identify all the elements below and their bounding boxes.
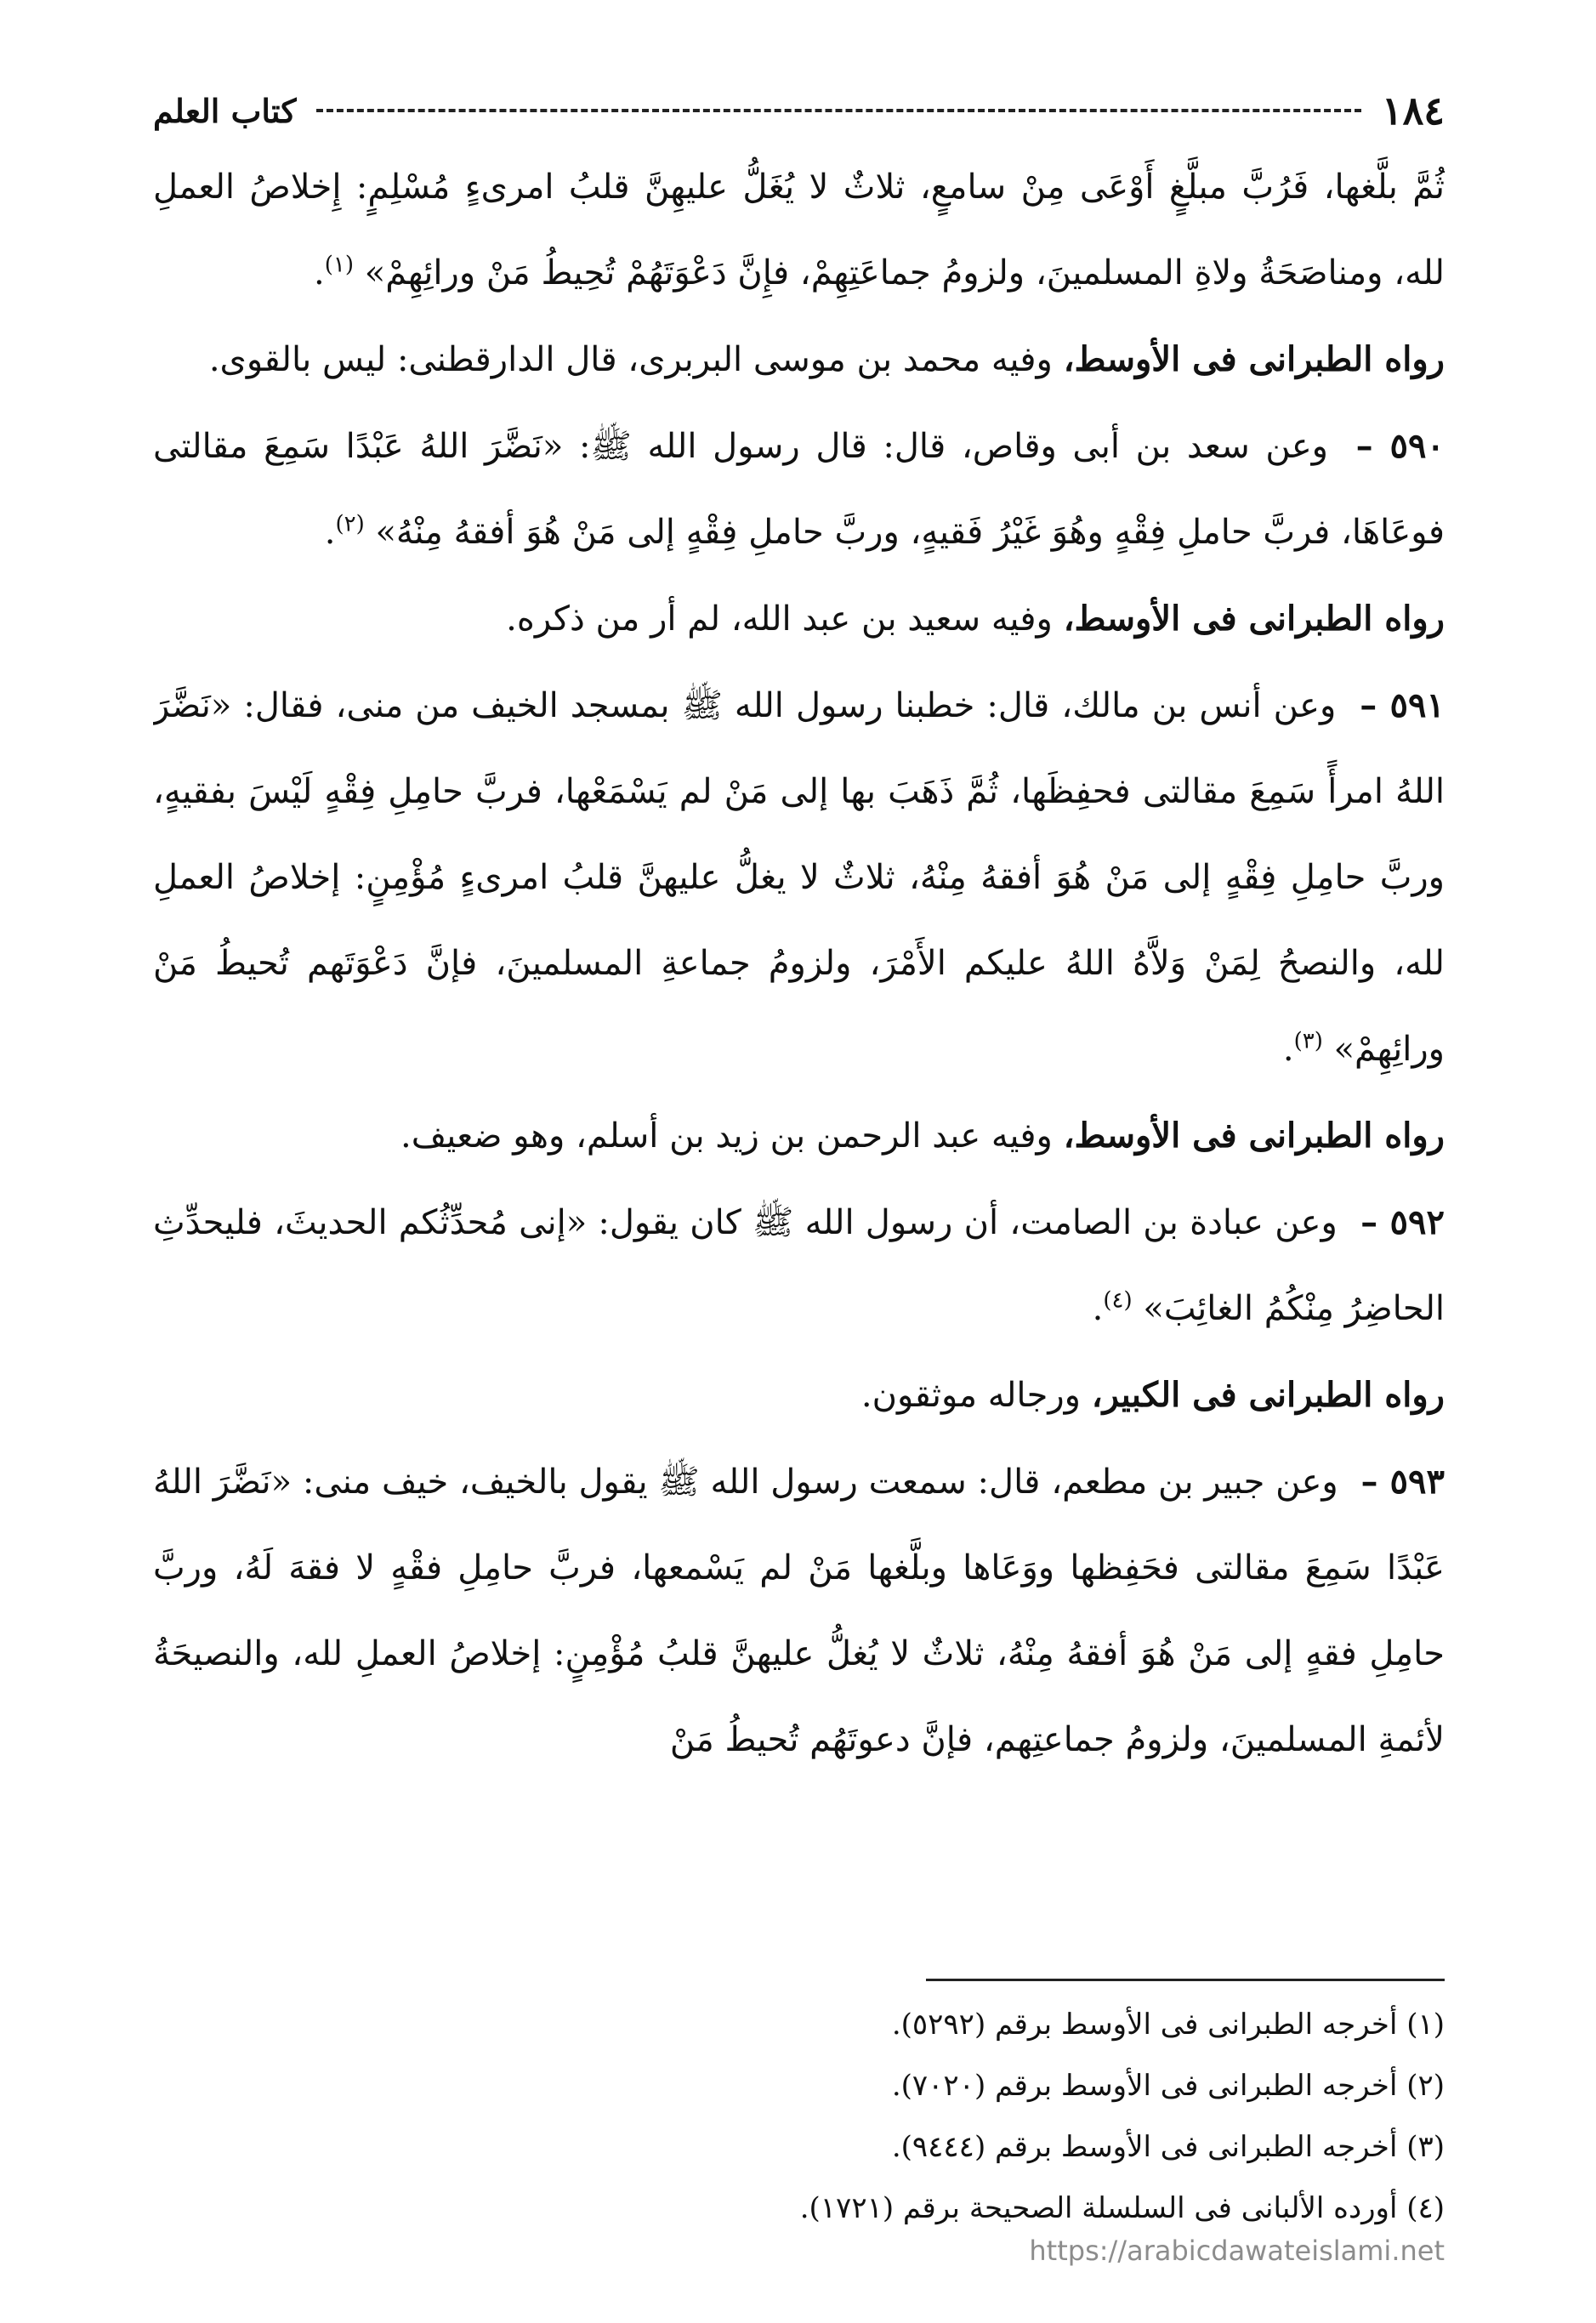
hadith-continuation: ثُمَّ بلَّغها، فَرُبَّ مبلَّغٍ أَوْعَى مِنْ سامعٍ، ثلاثٌ لا يُغَلُّ عليهِنَّ قلبُ امرىءٍ مُسْلِمٍ: إِخلاصُ العملِ لله، ومناصَحَةُ ولاةِ المسلمينَ، ولزومُ جماعَتِهِمْ، فإِنَّ دَعْوَتَهُمْ تُحِيطُ مَنْ ورائِهِمْ» $^{(١)}$. [153,168,1445,293]
watermark-url: https://arabicdawateislami.net [1029,2235,1445,2267]
source-bold: رواه الطبرانى فى الكبير، [1091,1375,1445,1415]
page-header [153,81,1445,140]
footnote-3: (٣) أخرجه الطبرانى فى الأوسط برقم (٩٤٤٤). [891,2130,1445,2164]
source-rest: وفيه سعيد بن عبد الله، لم أر من ذكره. [506,599,1053,639]
source-note [153,1352,1445,1439]
hadith-591: ٥٩١ – وعن أنس بن مالك، قال: خطبنا رسول الله ﷺ بمسجد الخيف من منى، فقال: «نَضَّرَ اللهُ امرأً سَمِعَ مقالتى فحفِظَها، ثُمَّ ذَهَبَ بها إلى مَنْ لم يَسْمَعْها، فربَّ حامِلِ فِقْهٍ لَيْسَ بفقيهٍ، وربَّ حامِلِ فِقْهٍ إلى مَنْ هُوَ أفقهُ مِنْهُ، ثلاثٌ لا يغلُّ عليهنَّ قلبُ امرىءٍ مُؤْمِنٍ: إخلاصُ العملِ لله، والنصحُ لِمَنْ وَلاَّهُ اللهُ عليكم الأَمْرَ، ولزومُ جماعةِ المسلمينَ، فإنَّ دَعْوَتَهم تُحيطُ مَنْ ورائِهِمْ» $^{(٣)}$. [153,685,1445,1069]
hadith-number: ٥٩٠ – [1355,426,1445,466]
footnotes [153,1994,1445,2239]
source-note [153,576,1445,662]
hadith-592: ٥٩٢ – وعن عبادة بن الصامت، أن رسول الله ﷺ كان يقول: «إنى مُحدِّثُكم الحديثَ، فليحدِّثِ الحاضِرُ مِنْكُمُ الغائِبَ» $^{(٤)}$. [153,1202,1445,1328]
hadith-text: ثُمَّ بلَّغها، فَرُبَّ مبلَّغٍ أَوْعَى مِنْ سامعٍ، ثلاثٌ لا يُغَلُّ عليهِنَّ قلبُ امرىءٍ مُسْلِمٍ: إِخلاصُ العملِ لله، ومناصَحَةُ ولاةِ المسلمينَ، ولزومُ جماعَتِهِمْ، فإِنَّ دَعْوَتَهُمْ تُحِيطُ مَنْ ورائِهِمْ» [153,168,1445,293]
page-number: ١٨٤ [1381,88,1445,133]
page-body [153,145,1445,1917]
hadith-text: وعن جبير بن مطعم، قال: سمعت رسول الله ﷺ يقول بالخيف، خيف منى: «نَضَّرَ اللهُ عَبْدًا سَمِعَ مقالتى فحَفِظها ووَعَاها وبلَّغها مَنْ لم يَسْمعها، فربَّ حامِلِ فقْهٍ لا فقهَ لَهُ، وربَّ حامِلِ فقهٍ إلى مَنْ هُوَ أفقهُ مِنْهُ، ثلاثٌ لا يُغلُّ عليهنَّ قلبُ مُؤْمِنٍ: إخلاصُ العملِ لله، والنصيحَةُ لأئمةِ المسلمينَ، ولزومُ جماعتِهم، فإنَّ دعوتَهُم تُحيطُ مَنْ [153,1463,1445,1759]
hadith-593 [153,1439,1445,1783]
hadith-text: وعن سعد بن أبى وقاص، قال: قال رسول الله ﷺ: «نَضَّرَ اللهُ عَبْدًا سَمِعَ مقالتى فوعَاهَا، فربَّ حاملِ فِقْهٍ وهُوَ غَيْرُ فَقيهٍ، وربَّ حاملِ فِقْهٍ إلى مَنْ هُوَ أفقهُ مِنْهُ» [153,427,1445,552]
footnote-ref: (٤) [1103,1287,1133,1314]
footnote-ref: (٣) [1293,1028,1323,1054]
hadith-number: ٥٩٣ – [1360,1462,1445,1502]
footnote-ref: (٢) [335,511,365,537]
hadith-text: وعن أنس بن مالك، قال: خطبنا رسول الله ﷺ بمسجد الخيف من منى، فقال: «نَضَّرَ اللهُ امرأً سَمِعَ مقالتى فحفِظَها، ثُمَّ ذَهَبَ بها إلى مَنْ لم يَسْمَعْها، فربَّ حامِلِ فِقْهٍ لَيْسَ بفقيهٍ، وربَّ حامِلِ فِقْهٍ إلى مَنْ هُوَ أفقهُ مِنْهُ، ثلاثٌ لا يغلُّ عليهنَّ قلبُ امرىءٍ مُؤْمِنٍ: إخلاصُ العملِ لله، والنصحُ لِمَنْ وَلاَّهُ اللهُ عليكم الأَمْرَ، ولزومُ جماعةِ المسلمينَ، فإنَّ دَعْوَتَهم تُحيطُ مَنْ ورائِهِمْ» [153,686,1445,1069]
source-bold: رواه الطبرانى فى الأوسط، [1063,339,1445,379]
book-title: كتاب العلم [153,91,297,130]
source-note [153,316,1445,403]
hadith-number: ٥٩٢ – [1360,1202,1445,1242]
hadith-number: ٥٩١ – [1360,685,1445,725]
footnote-ref: (١) [324,252,355,278]
header-dashed-rule [316,109,1360,112]
source-rest: وفيه محمد بن موسى البربرى، قال الدارقطنى: ليس بالقوى. [208,340,1053,379]
source-rest: وفيه عبد الرحمن بن زيد بن أسلم، وهو ضعيف. [400,1116,1053,1156]
source-bold: رواه الطبرانى فى الأوسط، [1063,599,1445,639]
footnote-separator [926,1979,1445,1981]
footnote-1: (١) أخرجه الطبرانى فى الأوسط برقم (٥٢٩٢). [891,2008,1445,2042]
source-bold: رواه الطبرانى فى الأوسط، [1063,1116,1445,1156]
source-note [153,1093,1445,1179]
footnote-4: (٤) أورده الألبانى فى السلسلة الصحيحة برقم (١٧٢١). [799,2191,1445,2225]
hadith-590: ٥٩٠ – وعن سعد بن أبى وقاص، قال: قال رسول الله ﷺ: «نَضَّرَ اللهُ عَبْدًا سَمِعَ مقالتى فوعَاهَا، فربَّ حاملِ فِقْهٍ وهُوَ غَيْرُ فَقيهٍ، وربَّ حاملِ فِقْهٍ إلى مَنْ هُوَ أفقهُ مِنْهُ» $^{(٢)}$. [153,426,1445,552]
hadith-text: وعن عبادة بن الصامت، أن رسول الله ﷺ كان يقول: «إنى مُحدِّثُكم الحديثَ، فليحدِّثِ الحاضِرُ مِنْكُمُ الغائِبَ» [153,1203,1445,1328]
footnote-2: (٢) أخرجه الطبرانى فى الأوسط برقم (٧٠٢٠). [891,2069,1445,2103]
source-rest: ورجاله موثقون. [860,1376,1081,1415]
